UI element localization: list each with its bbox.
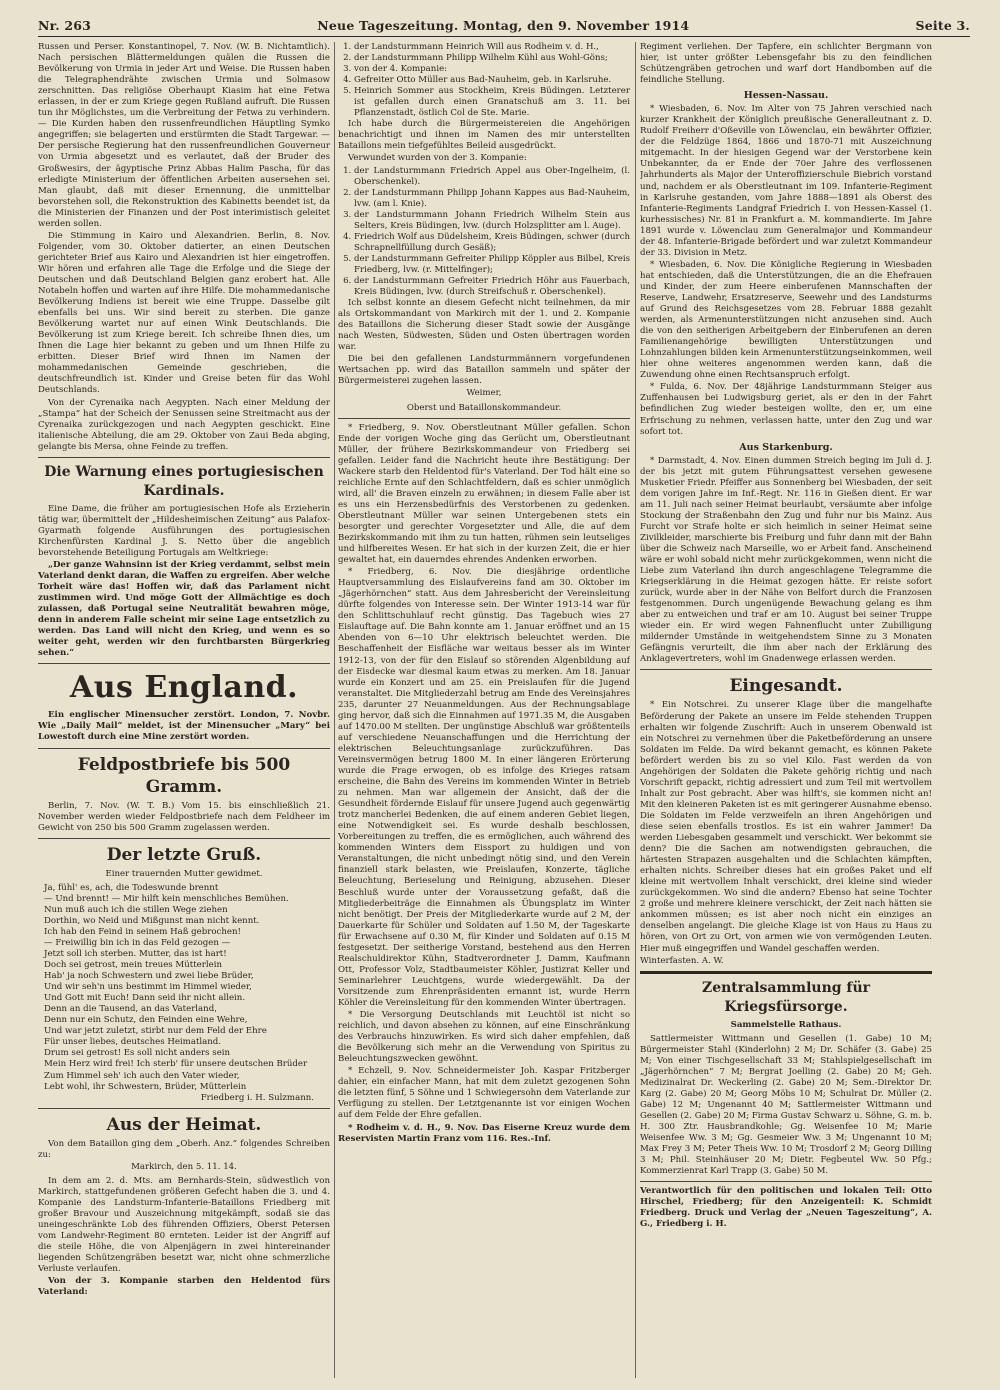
article-beileid: Ich habe durch die Bürgermeistereien die Angehörigen benachrichtigt und ihnen im Namen des mir unterstellten Bataillons mein tiefgefühltes Beileid ausgedrückt. — [338, 119, 630, 152]
divider — [338, 418, 630, 419]
poem-line: Und war jetzt zuletzt, stirbt nur dem Feld der Ehre — [44, 1026, 267, 1037]
headline-hessen: Hessen-Nassau. — [743, 90, 829, 102]
wounded-list-item: 1. der Landsturmmann Friedrich Appel aus Ober-Ingelheim, (l. Oberschenkel). — [354, 166, 630, 188]
column-rule-right — [635, 42, 636, 1378]
heimat-intro: Von dem Bataillon ging dem „Oberh. Anz.“ folgendes Schreiben zu: — [38, 1138, 330, 1160]
signature-title: Oberst und Bataillonskommandeur. — [406, 402, 562, 413]
poem-line: Jetzt soll ich sterben. Mutter, das ist hart! — [44, 949, 227, 959]
poem-line: Zum Himmel seh' ich auch den Vater wieder, — [44, 1070, 240, 1081]
divider — [640, 1181, 932, 1182]
fallen-list-item: 5. Heinrich Sommer aus Stockheim, Kreis Büdingen. Letzterer ist gefallen durch einen Granatschuß am 3. 11. bei Pflanzenstadt, östlich Col de Ste. Marie. — [354, 86, 630, 119]
wounded-list — [338, 166, 630, 299]
headline-england: Aus England. — [69, 670, 299, 706]
zentral-subtitle: Sammelstelle Rathaus. — [730, 1019, 842, 1030]
poem-line: Und wir seh'n uns bestimmt im Himmel wieder, — [44, 982, 252, 993]
poem-line: Ich hab den Feind in seinem Haß gebrochen! — [44, 926, 241, 937]
wounded-list-item: 4. Friedrich Wolf aus Düdelsheim, Kreis Büdingen, schwer (durch Schrapnellfüllung durch Gesäß); — [354, 232, 630, 254]
fallen-list-item: 1. der Landsturmmann Heinrich Will aus Rodheim v. d. H., — [354, 42, 630, 53]
divider — [38, 663, 330, 664]
notschrei-signature: Winterfasten. A. W. — [640, 955, 724, 966]
article-eislaufverein: * Friedberg, 6. Nov. Die diesjährige ordentliche Hauptversammlung des Eislaufvereins fand am 30. Oktober im „Jägerhörnchen“ statt. Aus dem Jahresbericht der Vereinsleitung dürfte folgendes von Interesse sein. Der Winter 1913-14 war für den Schlittschuhlauf recht günstig. Das Tagebuch wies 27 Eislauftage auf. Die Bahn konnte am 1. Januar eröffnet und an 15 Abenden von 6—10 Uhr elektrisch beleuchtet werden. Die Beschaffenheit der Eisfläche war weitaus besser als im Winter 1912-13, von der für den Eislauf so störenden Algenbildung auf der Eisdecke war diesmal kaum etwas zu merken. Am 18. Januar wurde ein Konzert und am 25. ein Preislaufen für die Jugend veranstaltet. Die Mitgliederzahl betrug am Ende des Vereinsjahres 235, darunter 27 Neuanmeldungen. Aus der Rechnungsablage ging hervor, daß sich die Einnahmen auf 1971.35 M, die Ausgaben auf 1470.00 M stellten. Der ungünstige Abschluß war größtenteils auf verschiedene Neuanschaffungen und die Herrichtung der elektrischen Beleuchtungsanlage zurückzuführen. Das Vereinsvermögen betrug 1800 M. In einer längeren Erörterung wurde die Frage erwogen, ob es infolge des Krieges ratsam erscheine, die Bahn des Vereins im kommenden Winter in Betrieb zu nehmen. Man war allgemein der Ansicht, daß der die Gesundheit fördernde Eislauf für unsere Jugend auch gegenwärtig trotz mancherlei Bedenken, die auf einem anderen Gebiet liegen, eine Notwendigkeit sei. Es wurde deshalb beschlossen, Vorbereitungen zu treffen, die es ermöglichen, auch während des kommenden Winters dem Eissport zu huldigen und von Veranstaltungen, die nicht unbedingt nötig sind, und den Verein finanziell stark belasten, wie Preislaufen, Konzerte, tägliche Beleuchtung, Berieselung und Reinigung, abzusehen. Dieser Beschluß wurde unter der Voraussetzung gefaßt, daß die Mitgliederbeiträge die Einnahmen als Übungsplatz im Winter nicht benötigt. Der Preis der Mitgliederkarte wurde auf 2 M, der Dauerkarte für Schüler und Soldaten auf 1.50 M, der Tageskarte für Erwachsene auf 0.30 M, für Kinder und Soldaten auf 0.15 M festgesetzt. Der seitherige Vorstand, bestehend aus den Herren Realschuldirektor Kühn, Stadtverordneter J. Damm, Kaufmann Ott, Professor Volz, Stadtbaumeister Köhler, Justizrat Keller und Seminarlehrer Leuchtgens, wurde wiedergewählt. Da der Vorsitzende zum Ehrenpräsidenten ernannt ist, wurde Herrn Köhler die Vereinsleitung für den kommenden Winter übertragen. — [338, 567, 630, 1008]
poem-signature: Friedberg i. H. Sulzmann. — [200, 1092, 314, 1103]
poem-line: Denn nur ein Schutz, den Feinden eine Wehre, — [44, 1015, 248, 1026]
article-england: Ein englischer Minensucher zerstört. London, 7. Novbr. Wie „Daily Mail“ meldet, ist der Minensucher „Mary“ bei Lowestoft durch eine Mine zerstört worden. — [38, 710, 330, 743]
article-regiment: Regiment verliehen. Der Tapfere, ein schlichter Bergmann von hier, ist unter größter Lebensgefahr bis zu den feindlichen Schützengräben getrochen und warf dort Handbomben auf die feindliche Stellung. — [640, 42, 932, 86]
heimat-dateline: Markirch, den 5. 11. 14. — [131, 1161, 237, 1172]
wounded-list-item: 2. der Landsturmmann Philipp Johann Kappes aus Bad-Nauheim, lvw. (am l. Knie). — [354, 188, 630, 210]
poem-line: Doch sei getrost, mein treues Mütterlein — [44, 960, 222, 971]
article-fulda: * Fulda, 6. Nov. Der 48jährige Landsturmmann Steiger aus Zuffenhausen bei Ludwigsburg geriet, als er den in der Fahrt befindlichen Zug wieder besteigen wollte, den er, um eine Erfrischung zu nehmen, verlassen hatte, unter den Zug und war sofort tot. — [640, 382, 932, 437]
poem — [38, 883, 330, 1093]
article-feldpost: Berlin, 7. Nov. (W. T. B.) Vom 15. bis einschließlich 21. November werden wieder Feldpostbriefe nach dem Feldheer im Gewicht von 250 bis 500 Gramm zugelassen werden. — [38, 800, 330, 833]
article-mueller: * Friedberg, 9. Nov. Oberstleutnant Müller gefallen. Schon Ende der vorigen Woche ging das Gerücht um, Oberstleutnant Müller, der frühere Bezirkskommandeur von Friedberg sei gefallen. Leider fand die Nachricht heute ihre Bestätigung: Der Wackere starb den Heldentod für's Vaterland. Der Tod hält eine so reichliche Ernte auf den Schlachtfeldern, daß es schier unmöglich wird, all' die Braven einzeln zu erwähnen; in diesem Falle aber ist es uns ein Herzensbedürfnis des Verstorbenen zu gedenken. Oberstleutnant Müller war seinen Untergebenen stets ein besorgter und gerechter Vorgesetzter und Alle, die auf dem Bezirkskommando mit ihm zu tun hatten, rühmen sein leutseliges und hilfbereites Wesen. Er hat sich in der kurzen Zeit, die er hier gewaltet hat, ein dauerndes ehrendes Andenken erworben. — [338, 422, 630, 566]
article-leuchtoel: * Die Versorgung Deutschlands mit Leuchtöl ist nicht so reichlich, und davon absehen zu können, auf eine Einschränkung des Verbrauchs hinzuwirken. Es wird sich daher empfehlen, daß die Bevölkerung sich mehr an die Verwendung von Spiritus zu Beleuchtungszwecken gewöhnt. — [338, 1010, 630, 1065]
divider — [38, 748, 330, 749]
wounded-intro: Verwundet wurden von der 3. Kompanie: — [348, 153, 527, 164]
issue-number: Nr. 263 — [38, 17, 92, 33]
headline-zentralsammlung: Zentralsammlung für Kriegsfürsorge. — [701, 979, 871, 1015]
masthead — [38, 14, 970, 37]
headline-warnung: Die Warnung eines portugiesischen Kardinals. — [44, 463, 324, 499]
fallen-list — [338, 42, 630, 119]
poem-line: Drum sei getrost! Es soll nicht anders sein — [44, 1048, 231, 1059]
poem-line: Ja, fühl' es, ach, die Todeswunde brennt — [44, 882, 219, 893]
column-1 — [38, 42, 330, 1380]
article-gefecht: Ich selbst konnte an diesem Gefecht nicht teilnehmen, da mir als Ortskommandant von Markirch mit der 1. und 2. Kompanie des Bataillons die Sicherung dieser Stadt sowie der Ausgänge nach Westen, Südwesten, Süden und Osten übertragen worden war. — [338, 298, 630, 353]
article-cyrenaika: Von der Cyrenaika nach Aegypten. Nach einer Meldung der „Stampa“ hat der Scheich der Senussen seine Streitmacht aus der Cyrenaika zurückgezogen und nach Aegypten geschickt. Eine italienische Abteilung, die am 29. Oktober von Zaui Beda abging, gelangte bis Mersa, ohne Feinde zu treffen. — [38, 397, 330, 452]
article-warnung-intro: Eine Dame, die früher am portugiesischen Hofe als Erzieherin tätig war, übermittelt der „Hildesheimischen Zeitung“ aus Palafox-Gyarmath folgende Ausführungen des portugiesischen Kirchenfürsten Kardinal J. S. Netto über die angeblich bevorstehende Beteiligung Portugals am Weltkriege: — [38, 503, 330, 558]
divider — [640, 971, 932, 974]
poem-line: Dorthin, wo Neid und Mißgunst man nicht kennt. — [44, 915, 260, 926]
donations-list: Sattlermeister Wittmann und Gesellen (1. Gabe) 10 M; Bürgermeister Stahl (Kinderlohn) 2 M; Dr. Schäfer (3. Gabe) 25 M; Von einer Tischgesellschaft 33 M; Stahlspielgesellschaft im „Jägerhörnchen“ 7 M; Bergrat Joelling (2. Gabe) 20 M; Geh. Medizinalrat Dr. Weckerling (2. Gabe) 20 M; Sem.-Direktor Dr. Karg (2. Gabe) 20 M; Georg Möbs 10 M; Schulrat Dr. Müller (2. Gabe) 12 M; Ungenannt 40 M; Sattlermeister Wittmann und Gesellen (2. Gabe) 20 M; Firma Gustav Schwarz u. Söhne, G. m. b. H. 300 Ztr. Hausbrandkohle; Gg. Weisenfee 10 M; Marie Weisenfee Ww. 3 M; Gg. Gesmeier Ww. 3 M; Ungenannt 10 M; Max Frey 3 M; Peter Theis Ww. 10 M; Trosdorf 2 M; Georg Dilling 3 M; Phil. Steinhäuser 20 M; Dietr. Fegbeutel Ww. 50 Pfg.; Kommerzienrat Karl Trapp (3. Gabe) 50 M. — [640, 1033, 932, 1177]
article-rodheim: * Rodheim v. d. H., 9. Nov. Das Eiserne Kreuz wurde dem Reservisten Martin Franz vom 116. Res.-Inf. — [338, 1122, 630, 1144]
headline-gruss: Der letzte Gruß. — [106, 844, 262, 865]
poem-line: Hab' ja noch Schwestern und zwei liebe Brüder, — [44, 971, 254, 982]
headline-eingesandt: Eingesandt. — [729, 676, 843, 697]
heimat-fallen-intro: Von der 3. Kompanie starben den Heldentod fürs Vaterland: — [38, 1276, 330, 1298]
divider — [640, 669, 932, 670]
paper-title-date: Neue Tageszeitung. Montag, den 9. November 1914 — [317, 17, 690, 33]
fallen-list-item: 4. Gefreiter Otto Müller aus Bad-Nauheim, geb. in Karlsruhe. — [354, 75, 630, 86]
headline-feldpost: Feldpostbriefe bis 500 Gramm. — [77, 754, 291, 797]
article-kairo: Die Stimmung in Kairo und Alexandrien. Berlin, 8. Nov. Folgender, vom 30. Oktober datierter, an einen Deutschen gerichteter Brief aus Kairo und Alexandrien ist hier eingetroffen. Wir hören und erfahren alle Tage die Erfolge und die Siege der Deutschen und daß Deutschland Belgien ganz erobert hat. Alle Notabeln hoffen und warten auf ihre Hilfe. Die mohammedanische Bevölkerung Indiens ist bereit wie eine Truppe. Dasselbe gilt ebenfalls bei uns. Wir sind bereit zu sterben. Die ganze Bevölkerung wartet nur auf einen Wink Deutschlands. Die Bevölkerung ist zum Kriege bereit. Ich schreibe Ihnen dies, um Ihnen die Lage hier bekannt zu geben und um Ihnen Hilfe zu erbitten. Dieser Brief wird Ihnen im Namen der mohammedanischen Gemeinde geschrieben, die deutschfreundlich ist. Kinder und Greise beten für das Wohl Deutschlands. — [38, 230, 330, 396]
poem-line: — Und brennt! — Mir hilft kein menschliches Bemühen. — [44, 893, 289, 904]
divider — [38, 838, 330, 839]
column-2 — [338, 42, 630, 1380]
wounded-list-item: 6. der Landsturmmann Gefreiter Friedrich Höhr aus Fauerbach, Kreis Büdingen, lvw. (durch Streifschuß r. Oberschenkel). — [354, 276, 630, 298]
article-notschrei: * Ein Notschrei. Zu unserer Klage über die mangelhafte Beförderung der Pakete an unsere im Felde stehenden Truppen erhalten wir folgende Zuschrift: Auch in unserem Obenwald ist ein Notschrei zu vernehmen über die Paketbeförderung an unsere Soldaten im Felde. Da wird bekannt gemacht, es können Pakete befördert werden bis zu so viel Kilo. Fast werden da von Angehörigen der Soldaten die Pakete gehörig richtig und nach Vorschrift gepackt, richtig adressiert und zum Teil mit wertvollem Inhalt zur Post gebracht. Aber was hilft's, sie kommen nicht an! Mit den kleineren Paketen ist es mit geringerer Ausnahme ebenso. Die Soldaten im Felde verzweifeln an ihren Angehörigen und diese seien ebenfalls trostlos. Es ist ein wahrer Jammer! Da werden Liebesgaben gesammelt und verschickt. Wer bekommt sie denn? Die die Sachen am notwendigsten gebrauchen, die härtesten Strapazen ausgehalten und die Schlachten kämpften, erhalten nichts. Schreiber dieses hat ein großes Paket und elf kleine mit wertvollem Inhalt verschickt, drei kleine sind wieder zurückgekommen. Wo sind die andern? Ebenso hat seine Tochter 2 große und mehrere kleinere verschickt, der Zeit nach hätten sie ankommen müssen; es ist aber noch nicht ein einziges an denselben angelangt. Die gleiche Klage ist von Haus zu Haus zu hören, von Ort zu Ort, von armen wie von vermögenden Leuten. Hier muß eingegriffen und Wandel geschaffen werden. — [640, 700, 932, 954]
article-wiesbaden-1: * Wiesbaden, 6. Nov. Im Alter von 75 Jahren verschied nach kurzer Krankheit der Königlich preußische Generalleutnant z. D. Rudolf Freiherr d'Oßeville von Löwenclau, ein bewährter Offizier, der die Feldzüge 1864, 1866 und 1870-71 mit Auszeichnung mitgemacht. In der hiesigen Gegend war der Verstorbene kein Unbekannter, da er Ende der 70er Jahre des verflossenen Jahrhunderts als Major der Unteroffizierschule Biebrich vorstand und, nachdem er als Oberstleutnant im 109. Infanterie-Regiment in Karlsruhe gestanden, vom Jahre 1888—1891 als Oberst des Infanterie-Regiments Landgraf Friedrich I. von Hessen-Kassel (1. kurhessisches) Nr. 81 in Frankfurt a. M. kommandierte. Im Jahre 1891 wurde v. Löwenclau zum Generalmajor und Kommandeur der 48. Infanterie-Brigade befördert und war zuletzt Kommandeur der 33. Division in Metz. — [640, 104, 932, 258]
article-warnung-quote: „Der ganze Wahnsinn ist der Krieg verdammt, selbst mein Vaterland denkt daran, die Waffen zu ergreifen. Aber welche Torheit wäre das! Hoffen wir, daß das Parlament nicht zustimmen wird. Und möge Gott der Allmächtige es doch zulassen, daß Portugal seine Neutralität bewahren möge, denn in anderem Falle scheint mir seine Lage entsetzlich zu werden. Das Land will nicht den Krieg, und wenn es so weiter geht, werden wir den furchtbarsten Bürgerkrieg sehen.“ — [38, 559, 330, 659]
column-3 — [640, 42, 932, 1380]
gruss-dedication: Einer trauernden Mutter gewidmet. — [105, 868, 263, 879]
article-echzell: * Echzell, 9. Nov. Schneidermeister Joh. Kaspar Fritzberger dahier, ein einfacher Mann, hat mit dem zuletzt gezogenen Sohn die letzten fünf, 5 Söhne und 1 Schwiegersohn dem Vaterlande zur Verfügung zu stellen. Der Letztgenannte ist vor einigen Wochen auf dem Felde der Ehre gefallen. — [338, 1066, 630, 1121]
headline-heimat: Aus der Heimat. — [106, 1114, 262, 1135]
divider — [38, 457, 330, 458]
fallen-list-item: 2. der Landsturmmann Philipp Wilhelm Kühl aus Wohl-Göns; — [354, 53, 630, 64]
article-wertsachen: Die bei den gefallenen Landsturmmännern vorgefundenen Wertsachen pp. wird das Bataillon sammeln und später der Bürgermeisterei zugehen lassen. — [338, 354, 630, 387]
divider — [38, 1108, 330, 1109]
heimat-report: In dem am 2. d. Mts. am Bernhards-Stein, südwestlich von Markirch, stattgefundenen größeren Gefecht haben die 3. und 4. Kompanie des Landsturm-Infanterie-Bataillons Friedberg mit großer Bravour und Auszeichnung mitgekämpft, sodaß sie das uneingeschränkte Lob des führenden Offiziers, Oberst Petersen vom Landwehr-Regiment 80 ernteten. Leider ist der Angriff auf die steile Höhe, die von Alpenjägern in zwei hintereinander liegenden Schützengräben besetzt war, nicht ohne schmerzliche Verluste verlaufen. — [38, 1175, 330, 1275]
fallen-list-item: 3. von der 4. Kompanie: — [354, 64, 630, 75]
poem-line: Nun muß auch ich die stillen Wege ziehen — [44, 904, 228, 915]
poem-line: Für unser liebes, deutsches Heimatland. — [44, 1037, 222, 1048]
wounded-list-item: 5. der Landsturmmann Gefreiter Philipp Köppler aus Bilbel, Kreis Friedberg, lvw. (r. Mittelfinger); — [354, 254, 630, 276]
poem-line: Mein Herz wird frei! Ich sterb' für unsere deutschen Brüder — [44, 1059, 308, 1070]
article-darmstadt: * Darmstadt, 4. Nov. Einen dummen Streich beging im Juli d. J. der bis jetzt mit gutem Führungsattest versehen gewesene Musketier Friedr. Pfeiffer aus Sonnenberg bei Wiesbaden, der seit dem vorigen Jahre im Inf.-Regt. Nr. 116 in Gießen dient. Er war am 11. Juli nach seiner Heimat beurlaubt, versäumte aber infolge Stockung der Straßenbahn den Zug und fuhr nur bis Mainz. Aus Furcht vor Strafe holte er sich heimlich in seiner Heimat seine Zivilkleider, marschierte bis Freiburg und fuhr dann mit der Bahn über die Schweiz nach Marseille, wo er Arbeit fand. Anscheinend wäre er wohl sobald nicht mehr zurückgekommen, wenn nicht die Liebe zum Vaterland ihn durch angeschlagene Telegramme die Kriegserklärung in die Heimat gezogen hätte. Er reiste sofort zurück, wurde aber in der Nähe von Belfort durch die Franzosen festgenommen. Durch ungenügende Bewachung gelang es ihm aber zu entweichen und traf er am 10. August bei seiner Truppe wieder ein. Er wird wegen Fahnenflucht unter Zubilligung mildernder Umstände in weitgehendstem Sinne zu 3 Monaten Gefängnis verurteilt, die ihm aber nach der Erklärung des Anklagevertreters, wohl im Gnadenwege erlassen werden. — [640, 455, 932, 665]
poem-line: Denn an die Tausend, an das Vaterland, — [44, 1004, 217, 1015]
poem-line: — Freiwillig bin ich in das Feld gezogen — — [44, 937, 231, 948]
page-number: Seite 3. — [915, 17, 970, 33]
signature-weimer: Weimer, — [466, 388, 502, 399]
headline-starkenburg: Aus Starkenburg. — [739, 441, 833, 453]
impressum: Verantwortlich für den politischen und lokalen Teil: Otto Hirschel, Friedberg; für den Anzeigenteil: K. Schmidt Friedberg. Druck und Verlag der „Neuen Tageszeitung“, A. G., Friedberg i. H. — [640, 1186, 932, 1230]
article-wiesbaden-2: * Wiesbaden, 6. Nov. Die Königliche Regierung in Wiesbaden hat entschieden, daß die Unterstützungen, die an die Ehefrauen und Kinder, der zum Heere einberufenen Mannschaften der Reserve, Landwehr, Ersatzreserve, Seewehr und des Landsturms auf Grund des Reichsgesetzes vom 28. Februar 1888 gezahlt werden, als Armenunterstützungen nicht anzusehen sind. Auch die von den seitherigen Arbeitgebern der Einberufenen an deren Familienangehörige bewilligten Unterstützungen und Lohnzahlungen bilden kein Armenunterstützungseinkommen, weil hier ohne weiteres angenommen werden kann, daß die Zuwendung ohne einen Rechtsanspruch erfolgt. — [640, 259, 932, 381]
poem-line: Lebt wohl, ihr Schwestern, Brüder, Mütterlein — [44, 1081, 247, 1092]
poem-line: Und Gott mit Euch! Dann seid ihr nicht allein. — [44, 993, 246, 1004]
wounded-list-item: 3. der Landsturmmann Johann Friedrich Wilhelm Stein aus Selters, Kreis Büdingen, lvw. (durch Holzsplitter am l. Auge). — [354, 210, 630, 232]
column-rule-left — [334, 42, 335, 1378]
article-russen-perser: Russen und Perser. Konstantinopel, 7. Nov. (W. B. Nichtamtlich). Nach persischen Blättermeldungen quälen die Russen die Bevölkerung von Urmia in jeder Art und Weise. Die Russen haben die Telegraphendrähte zwischen Urmia und Solmasow zerschnitten. Das religiöse Oberhaupt Kiasim hat eine Fetwa erlassen, in der er zum Kriege gegen Rußland aufruft. Die Russen tun ihr Möglichstes, um die Verbreitung der Fetwa zu verhindern. — Die Kurden haben den russenfreundlichen Häuptling Symko angegriffen; sie belagerten und erstürmten die Stadt Targewar. — Der persische Regierung hat den russenfreundlichen Gouverneur von Urmia abgesetzt und es verlautet, daß der Bruder des Großwesirs, der ägyptische Prinz Abbas Halim Pascha, für das erledigte Ministerium der öffentlichen Arbeiten ausersehen sei. Man glaubt, daß mit dieser Ernennung, die unmittelbar bevorstehen soll, die Rekonstruktion des Kabinetts beendet ist, da die Ministerien der Finanzen und der Post interimistisch geleitet werden sollen. — [38, 42, 330, 229]
